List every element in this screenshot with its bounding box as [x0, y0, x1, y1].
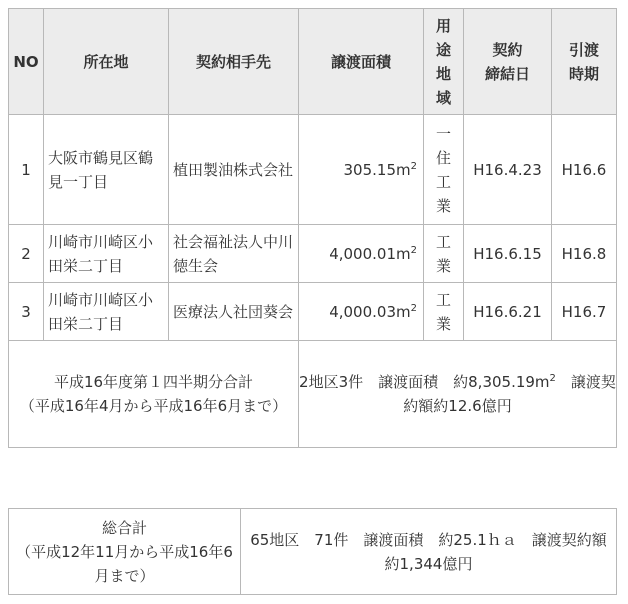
cell-transfer-period: H16.7 [552, 283, 617, 341]
table-row [9, 283, 617, 341]
header-counterparty: 契約相手先 [169, 9, 299, 115]
header-use-zone [424, 9, 464, 115]
subtotal-value-part2: 譲渡契約額約12.6億円 [403, 373, 616, 415]
table-row [9, 225, 617, 283]
cell-use-zone [424, 225, 464, 283]
cell-counterparty: 医療法人社団葵会 [169, 283, 299, 341]
cell-transfer-period: H16.6 [552, 115, 617, 225]
cell-no: 3 [9, 283, 44, 341]
area-value: 305.15m [343, 160, 411, 179]
cell-counterparty: 植田製油株式会社 [169, 115, 299, 225]
use-zone-text: 工業 [435, 232, 451, 275]
grand-total-value: 65地区 71件 譲渡面積 約25.1ｈａ 譲渡契約額 約1,344億円 [241, 509, 617, 595]
cell-transfer-period: H16.8 [552, 225, 617, 283]
cell-location: 川崎市川崎区小田栄二丁目 [44, 225, 169, 283]
use-zone-text: 一住工業 [435, 124, 451, 215]
header-location: 所在地 [44, 9, 169, 115]
header-area: 譲渡面積 [299, 9, 424, 115]
header-contract-date-line1: 契約 [492, 40, 523, 59]
grand-total-label-line2: （平成12年11月から平成16年6月まで） [16, 542, 233, 585]
table-row [9, 115, 617, 225]
area-unit-sup: 2 [410, 244, 417, 256]
cell-location: 大阪市鶴見区鶴見一丁目 [44, 115, 169, 225]
disposal-contract-table [8, 8, 617, 448]
subtotal-area-sup: 2 [549, 373, 556, 384]
subtotal-value [299, 341, 617, 448]
cell-contract-date: H16.4.23 [464, 115, 552, 225]
cell-area [299, 225, 424, 283]
table-header-row [9, 9, 617, 115]
cell-no: 1 [9, 115, 44, 225]
header-contract-date [464, 9, 552, 115]
cell-contract-date: H16.6.15 [464, 225, 552, 283]
header-transfer-period [552, 9, 617, 115]
grand-total-row [9, 509, 617, 595]
use-zone-text: 工業 [435, 290, 451, 333]
area-unit-sup: 2 [410, 302, 417, 314]
subtotal-label [9, 341, 299, 448]
area-value: 4,000.03m [329, 302, 411, 321]
subtotal-label-line1: 平成16年度第１四半期分合計 [53, 373, 254, 391]
subtotal-value-part1: 2地区3件 譲渡面積 約8,305.19m [299, 373, 550, 391]
cell-use-zone [424, 283, 464, 341]
subtotal-row [9, 341, 617, 448]
cell-use-zone [424, 115, 464, 225]
cell-area [299, 283, 424, 341]
cell-no: 2 [9, 225, 44, 283]
header-contract-date-line2: 締結日 [484, 64, 530, 83]
cell-location: 川崎市川崎区小田栄二丁目 [44, 283, 169, 341]
grand-total-label [9, 509, 241, 595]
grand-total-label-line1: 総合計 [101, 518, 147, 537]
header-transfer-period-line2: 時期 [568, 64, 599, 83]
header-transfer-period-line1: 引渡 [568, 40, 599, 59]
header-use-zone-text: 用途地域 [435, 16, 451, 107]
cell-counterparty: 社会福祉法人中川徳生会 [169, 225, 299, 283]
area-value: 4,000.01m [329, 244, 411, 263]
subtotal-label-line2: （平成16年4月から平成16年6月まで） [19, 397, 288, 415]
grand-total-table [8, 508, 622, 595]
cell-area [299, 115, 424, 225]
header-no: NO [9, 9, 44, 115]
cell-contract-date: H16.6.21 [464, 283, 552, 341]
area-unit-sup: 2 [410, 160, 417, 172]
